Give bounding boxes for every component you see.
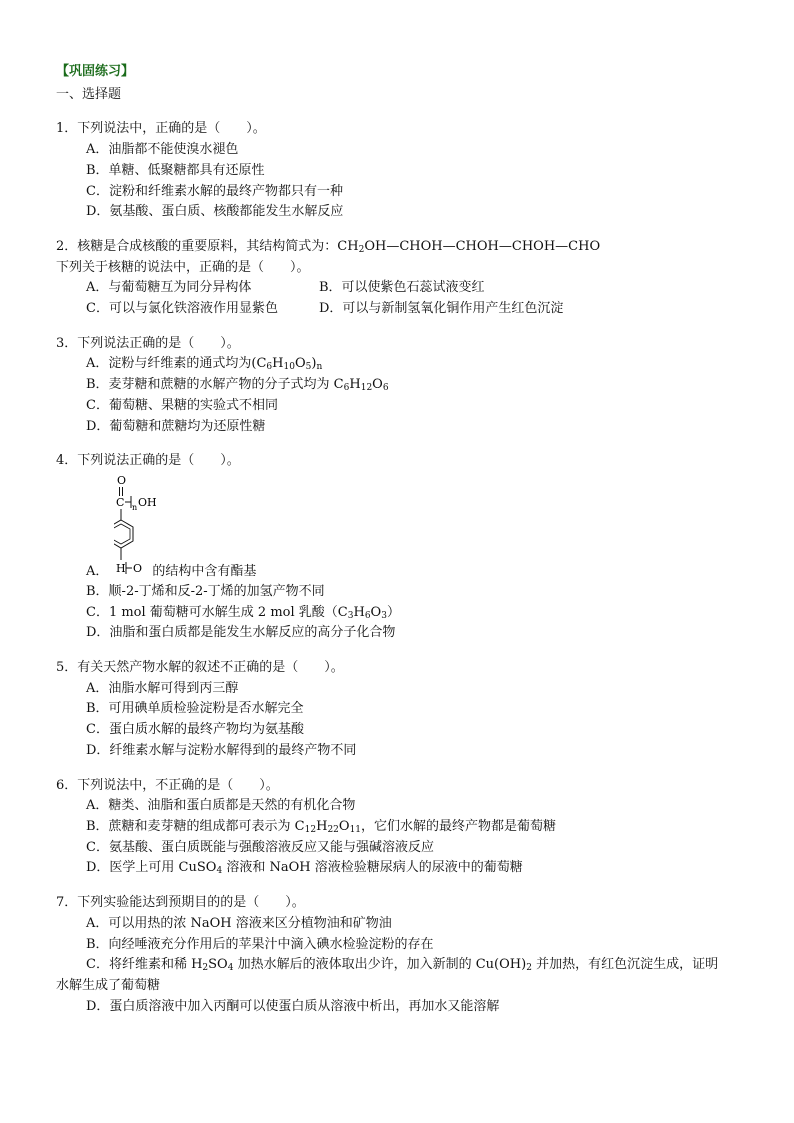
question-1-option-c: C．淀粉和纤维素水解的最终产物都只有一种: [86, 183, 343, 199]
question-4-option-a: A． 的结构中含有酯基: [86, 563, 257, 579]
question-5-option-d: D．纤维素水解与淀粉水解得到的最终产物不同: [86, 742, 357, 758]
question-3-option-c: C．葡萄糖、果糖的实验式不相同: [86, 397, 278, 413]
question-2-option-d: D．可以与新制氢氧化铜作用产生红色沉淀: [319, 301, 564, 317]
question-2-option-a: A．与葡萄糖互为同分异构体: [86, 280, 252, 296]
question-1-option-d: D．氨基酸、蛋白质、核酸都能发生水解反应: [86, 204, 344, 220]
question-1: [56, 119, 746, 223]
question-1-option-a: A．油脂都不能使溴水褪色: [86, 142, 239, 158]
part-title: 一、选择题: [56, 86, 122, 102]
section-title: 【巩固练习】: [56, 64, 135, 79]
question-6-option-d: D．医学上可用 CuSO$_4$ 溶液和 NaOH 溶液检验糖尿病人的尿液中的葡萄糖: [86, 860, 523, 877]
question-7-option-c-continued: 水解生成了葡萄糖: [56, 977, 161, 993]
terminal-oxygen-label: O: [133, 561, 143, 575]
question-5-option-c: C．蛋白质水解的最终产物均为氨基酸: [86, 722, 304, 738]
question-3-option-a: A．淀粉与纤维素的通式均为$(C_6H_{10}O_5)_n$: [86, 356, 323, 373]
question-2-stem-line2: 下列关于核糖的说法中，正确的是（ ）。: [56, 259, 310, 275]
hydroxyl-label: OH: [138, 495, 157, 509]
question-5-option-a: A．油脂水解可得到丙三醇: [86, 680, 239, 696]
carbonyl-oxygen-label: O: [117, 473, 127, 487]
question-6-option-a: A．糖类、油脂和蛋白质都是天然的有机化合物: [86, 798, 356, 814]
question-7: [56, 893, 746, 1017]
question-5-stem: 5．有关天然产物水解的叙述不正确的是（ ）。: [56, 660, 344, 676]
question-7-option-c: C．将纤维素和稀 $H_2SO_4$ 加热水解后的液体取出少许，加入新制的 $Cu(OH)_2$ 并加热，有红色沉淀生成，证明: [86, 957, 719, 974]
question-6-stem: 6．下列说法中，不正确的是（ ）。: [56, 777, 279, 793]
question-3-stem: 3．下列说法正确的是（ ）。: [56, 335, 240, 351]
question-2-stem: 2．核糖是合成核酸的重要原料，其结构简式为：$CH_2OH—CHOH—CHOH—CHOH—CHO$: [56, 238, 601, 255]
question-4: [56, 451, 746, 644]
question-6: [56, 776, 746, 880]
question-4-structure: [56, 472, 746, 582]
question-2-option-c: C．可以与氯化铁溶液作用显紫色: [86, 301, 278, 317]
document-page: [56, 62, 746, 1017]
carbon-label: C: [116, 495, 125, 509]
repeat-unit-n-label: n: [132, 502, 138, 512]
question-5-option-b: B．可用碘单质检验淀粉是否水解完全: [86, 701, 304, 717]
question-1-stem: 1．下列说法中，正确的是（ ）。: [56, 121, 266, 137]
question-6-option-b: B．蔗糖和麦芽糖的组成都可表示为 $C_{12}H_{22}O_{11}$，它们水解的最终产物都是葡萄糖: [86, 818, 557, 835]
question-2: [56, 237, 746, 320]
question-3-option-b: B．麦芽糖和蔗糖的水解产物的分子式均为 $C_6H_{12}O_6$: [86, 377, 389, 394]
question-7-option-d: D．蛋白质溶液中加入丙酮可以使蛋白质从溶液中析出，再加水又能溶解: [86, 998, 500, 1014]
question-2-option-b: B．可以使紫色石蕊试液变红: [319, 280, 485, 296]
question-3-option-d: D．葡萄糖和蔗糖均为还原性糖: [86, 418, 266, 434]
question-7-option-b: B．向经唾液充分作用后的苹果汁中滴入碘水检验淀粉的存在: [86, 936, 434, 952]
question-7-stem: 7．下列实验能达到预期目的的是（ ）。: [56, 895, 305, 911]
question-4-option-b: B．顺-2-丁烯和反-2-丁烯的加氢产物不同: [86, 583, 325, 599]
question-4-stem: 4．下列说法正确的是（ ）。: [56, 453, 240, 469]
question-6-option-c: C．氨基酸、蛋白质既能与强酸溶液反应又能与强碱溶液反应: [86, 839, 434, 855]
question-4-option-d: D．油脂和蛋白质都是能发生水解反应的高分子化合物: [86, 625, 396, 641]
question-1-option-b: B．单糖、低聚糖都具有还原性: [86, 162, 265, 178]
question-7-option-a: A．可以用热的浓 NaOH 溶液来区分植物油和矿物油: [86, 915, 392, 931]
terminal-hydrogen-label: H: [116, 561, 126, 575]
question-3: [56, 334, 746, 438]
question-4-option-c: C．1 mol 葡萄糖可水解生成 2 mol 乳酸$(C_3H_6O_3)$: [86, 604, 400, 621]
question-5: [56, 658, 746, 762]
